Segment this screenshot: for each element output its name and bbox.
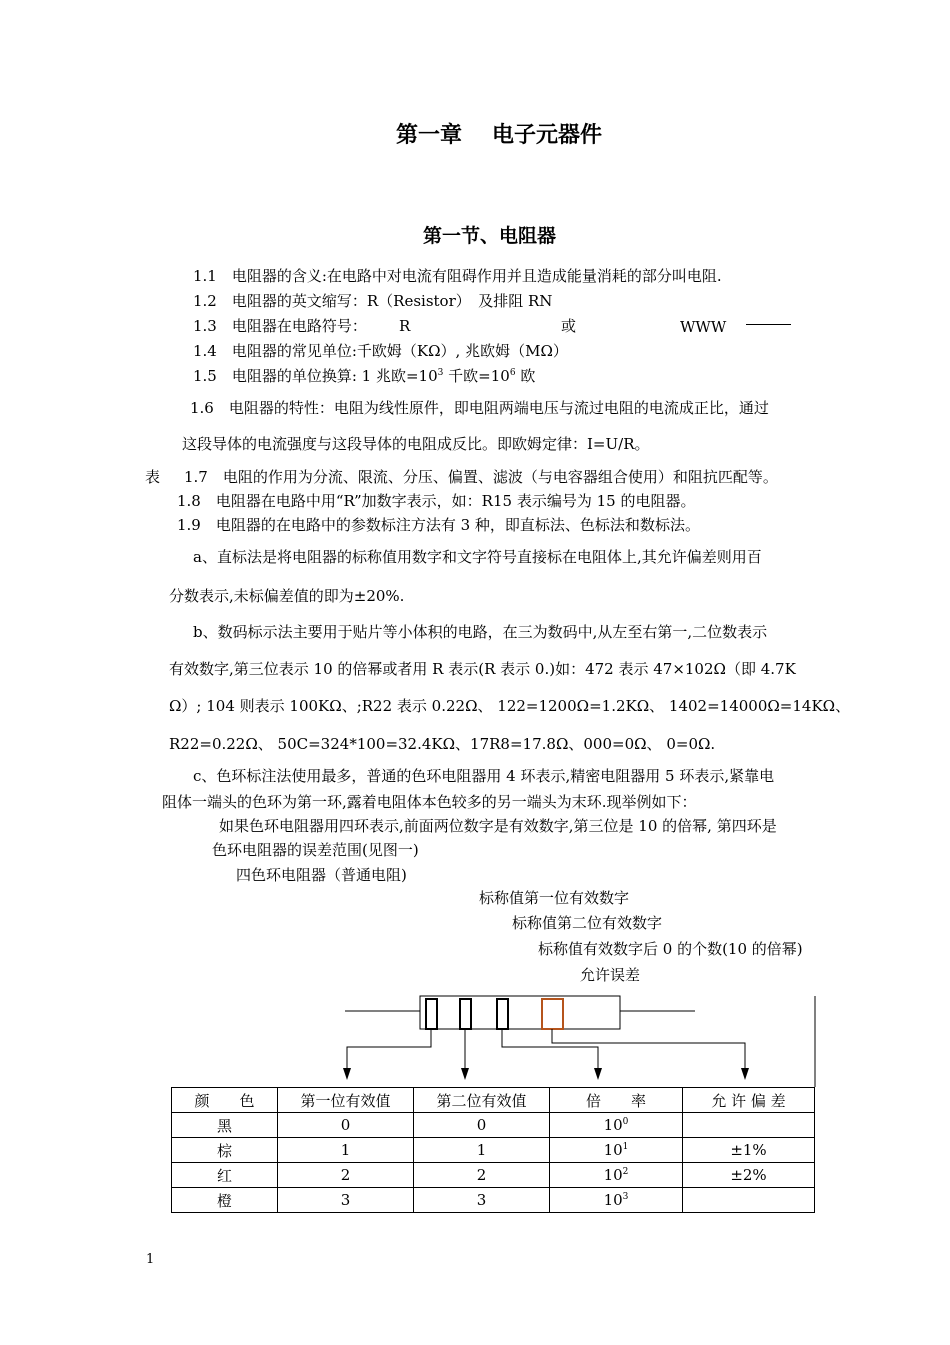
label-band-3: 标称值有效数字后 0 的个数(10 的倍幂) bbox=[538, 940, 803, 958]
para-a-line1: a、直标法是将电阻器的标称值用数字和文字符号直接标在电阻体上,其允许偏差则用百 bbox=[193, 548, 762, 566]
mult-exp: 1 bbox=[622, 1142, 629, 1152]
exponent-3: 3 bbox=[437, 368, 444, 378]
mult-exp: 2 bbox=[622, 1167, 629, 1177]
chapter-name: 电子元器件 bbox=[492, 122, 603, 148]
table-row bbox=[172, 1138, 815, 1163]
item-1-9: 1.9 电阻器的在电路中的参数标注方法有 3 种，即直标法、色标法和数标法。 bbox=[177, 516, 700, 534]
label-band-4: 允许误差 bbox=[580, 966, 641, 984]
chapter-number: 第一章 bbox=[396, 122, 463, 148]
para-c-line4: 色环电阻器的误差范围(见图一) bbox=[212, 841, 419, 859]
header-second-digit: 第二位有效值 bbox=[414, 1088, 550, 1113]
table-header-row bbox=[172, 1088, 815, 1113]
cell-color: 橙 bbox=[172, 1188, 278, 1213]
color-band-4 bbox=[542, 999, 563, 1029]
section-title: 第一节、电阻器 bbox=[423, 225, 557, 247]
cell-first: 1 bbox=[278, 1138, 414, 1163]
item-1-5-part-c: 欧 bbox=[515, 367, 536, 385]
mult-base: 10 bbox=[603, 1166, 623, 1184]
para-c-line1: c、色环标注法使用最多，普通的色环电阻器用 4 环表示,精密电阻器用 5 环表示,紧靠电 bbox=[193, 767, 775, 785]
cell-second: 3 bbox=[414, 1188, 550, 1213]
table-row bbox=[172, 1188, 815, 1213]
arrow-line-4 bbox=[552, 1029, 745, 1075]
label-band-1: 标称值第一位有效数字 bbox=[479, 889, 630, 907]
cell-tolerance bbox=[683, 1188, 815, 1213]
cell-second: 0 bbox=[414, 1113, 550, 1138]
para-b-line4: R22=0.22Ω、 50C=324*100=32.4KΩ、17R8=17.8Ω、000=0Ω、 0=0Ω. bbox=[169, 735, 716, 753]
para-c-line2: 阻体一端头的色环为第一环,露着电阻体本色较多的另一端头为末环.现举例如下： bbox=[162, 793, 697, 811]
header-color: 颜 色 bbox=[172, 1088, 278, 1113]
item-1-6-line1: 1.6 电阻器的特性：电阻为线性原件，即电阻两端电压与流过电阻的电流成正比，通过 bbox=[190, 399, 769, 417]
arrow-line-1 bbox=[347, 1029, 431, 1075]
item-1-1: 1.1 电阻器的含义:在电路中对电流有阻碍作用并且造成能量消耗的部分叫电阻. bbox=[193, 267, 722, 285]
cell-first: 3 bbox=[278, 1188, 414, 1213]
para-c-line3: 如果色环电阻器用四环表示,前面两位数字是有效数字,第三位是 10 的倍幂, 第四环是 bbox=[219, 817, 777, 835]
cell-tolerance: ±2% bbox=[683, 1163, 815, 1188]
para-b-line1: b、数码标示法主要用于贴片等小体积的电路，在三为数码中,从左至右第一,二位数表示 bbox=[193, 623, 768, 641]
exponent-6: 6 bbox=[509, 368, 516, 378]
item-1-2: 1.2 电阻器的英文缩写：R（Resistor） 及排阻 RN bbox=[193, 292, 553, 310]
para-c-line5: 四色环电阻器（普通电阻) bbox=[236, 866, 407, 884]
cell-first: 0 bbox=[278, 1113, 414, 1138]
color-band-3 bbox=[497, 999, 508, 1029]
label-band-2: 标称值第二位有效数字 bbox=[512, 914, 663, 932]
cell-color: 红 bbox=[172, 1163, 278, 1188]
arrow-head-1 bbox=[343, 1068, 351, 1080]
mult-exp: 0 bbox=[622, 1117, 629, 1127]
cell-color: 棕 bbox=[172, 1138, 278, 1163]
cell-color: 黑 bbox=[172, 1113, 278, 1138]
color-band-2 bbox=[460, 999, 471, 1029]
mult-base: 10 bbox=[603, 1116, 623, 1134]
cell-multiplier bbox=[550, 1188, 683, 1213]
arrow-head-4 bbox=[741, 1068, 749, 1080]
arrow-head-3 bbox=[594, 1068, 602, 1080]
resistor-symbol-r: R bbox=[399, 317, 411, 335]
item-1-7: 1.7 电阻的作用为分流、限流、分压、偏置、滤波（与电容器组合使用）和阻抗匹配等。 bbox=[184, 468, 778, 486]
cell-second: 2 bbox=[414, 1163, 550, 1188]
table-row bbox=[172, 1113, 815, 1138]
item-1-5-part-b: 千欧=10 bbox=[443, 367, 510, 385]
header-first-digit: 第一位有效值 bbox=[278, 1088, 414, 1113]
cell-tolerance bbox=[683, 1113, 815, 1138]
para-a-line2: 分数表示,未标偏差值的即为±20%. bbox=[169, 587, 405, 605]
item-1-4: 1.4 电阻器的常见单位:千欧姆（KΩ）, 兆欧姆（MΩ） bbox=[193, 342, 568, 360]
mult-base: 10 bbox=[603, 1191, 623, 1209]
item-1-5-part-a: 1.5 电阻器的单位换算: 1 兆欧=10 bbox=[193, 367, 438, 385]
arrow-line-3 bbox=[502, 1029, 598, 1075]
item-1-3-or: 或 bbox=[561, 317, 577, 335]
cell-second: 1 bbox=[414, 1138, 550, 1163]
mult-base: 10 bbox=[603, 1141, 623, 1159]
item-1-3-label: 1.3 电阻器在电路符号： bbox=[193, 317, 367, 335]
arrow-head-2 bbox=[461, 1068, 469, 1080]
para-b-line2: 有效数字,第三位表示 10 的倍幂或者用 R 表示(R 表示 0.)如：472 表示 47×102Ω（即 4.7K bbox=[169, 660, 796, 678]
color-code-table bbox=[171, 1087, 815, 1213]
table-row bbox=[172, 1163, 815, 1188]
cell-multiplier bbox=[550, 1113, 683, 1138]
resistor-symbol-www: WWW bbox=[680, 318, 727, 336]
resistor-body bbox=[420, 996, 620, 1029]
table-prefix: 表 bbox=[145, 468, 161, 486]
header-multiplier: 倍 率 bbox=[550, 1088, 683, 1113]
para-b-line3: Ω）; 104 则表示 100KΩ、;R22 表示 0.22Ω、 122=1200Ω=1.2KΩ、 1402=14000Ω=14KΩ、 bbox=[169, 697, 851, 715]
cell-first: 2 bbox=[278, 1163, 414, 1188]
cell-multiplier bbox=[550, 1163, 683, 1188]
cell-tolerance: ±1% bbox=[683, 1138, 815, 1163]
header-tolerance: 允 许 偏 差 bbox=[683, 1088, 815, 1113]
color-band-1 bbox=[426, 999, 437, 1029]
item-1-8: 1.8 电阻器在电路中用“R”加数字表示，如：R15 表示编号为 15 的电阻器。 bbox=[177, 492, 696, 510]
cell-multiplier bbox=[550, 1138, 683, 1163]
item-1-6-line2: 这段导体的电流强度与这段导体的电阻成反比。即欧姆定律：I=U/R。 bbox=[182, 435, 650, 453]
page-number: 1 bbox=[146, 1252, 155, 1267]
mult-exp: 3 bbox=[622, 1192, 629, 1202]
